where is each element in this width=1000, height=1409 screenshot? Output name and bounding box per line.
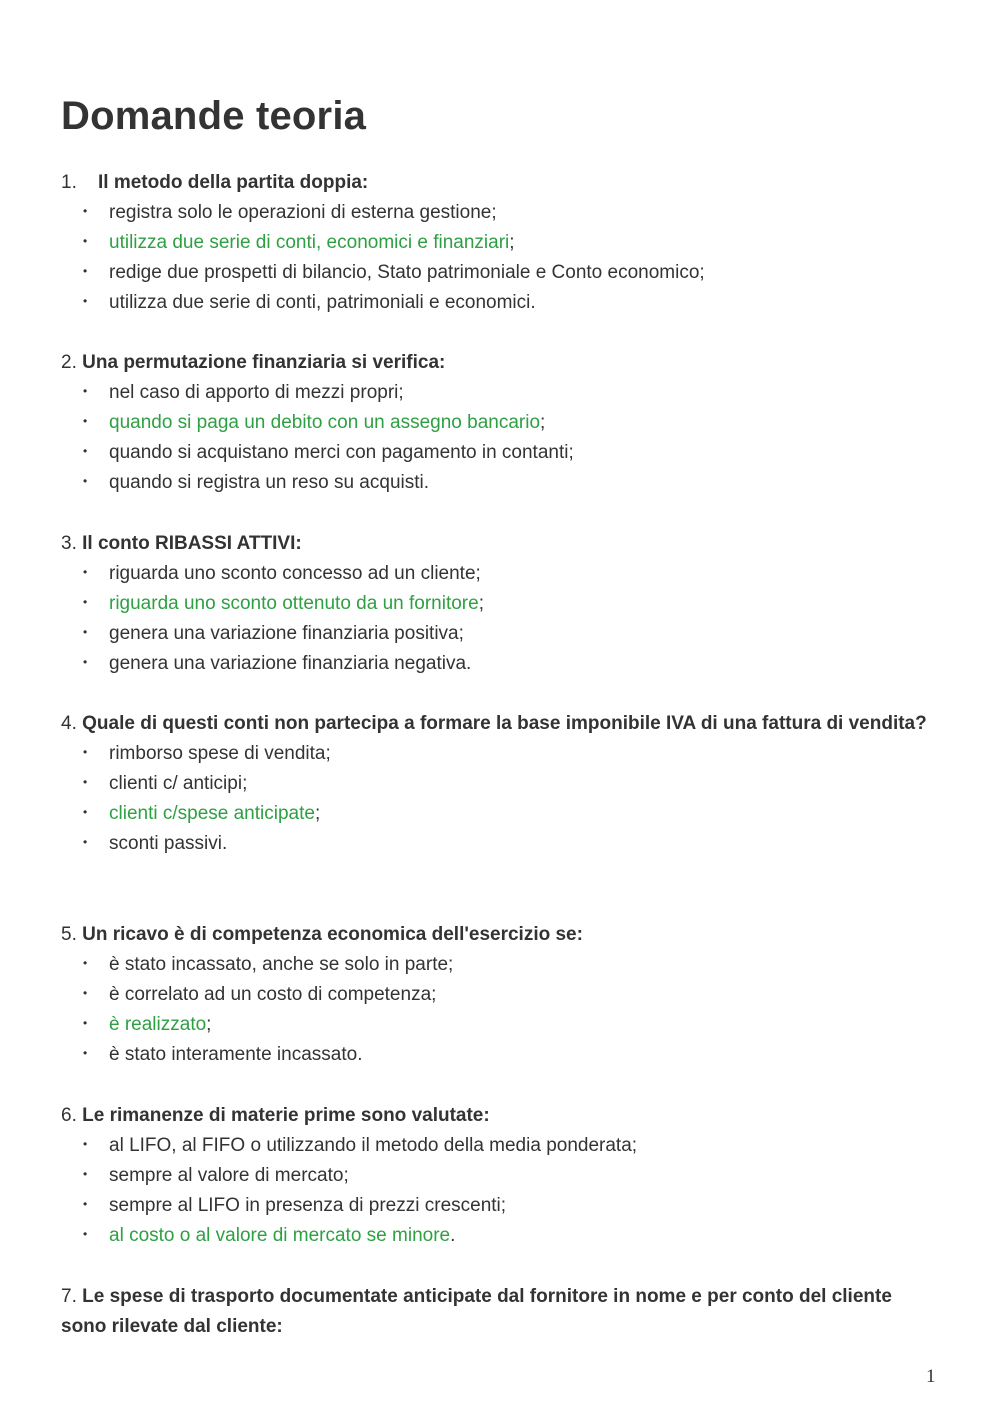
bullet-icon: • bbox=[83, 835, 88, 849]
bullet-icon: • bbox=[83, 956, 88, 970]
question-number: 5. bbox=[61, 924, 77, 945]
bullet-icon: • bbox=[83, 565, 88, 579]
question-6 bbox=[61, 1101, 941, 1251]
option-item-correct bbox=[61, 408, 941, 438]
option-item bbox=[61, 1131, 941, 1161]
option-text: registra solo le operazioni di esterna gestione bbox=[109, 202, 492, 223]
option-text: genera una variazione finanziaria negativa bbox=[109, 653, 467, 674]
option-list bbox=[61, 950, 941, 1070]
option-punctuation: . bbox=[530, 292, 536, 313]
option-punctuation: ; bbox=[540, 412, 546, 433]
option-item bbox=[61, 288, 941, 318]
bullet-icon: • bbox=[83, 384, 88, 398]
option-punctuation: ; bbox=[631, 1135, 638, 1156]
question-text: Quale di questi conti non partecipa a formare la base imponibile IVA di una fattura di vendita? bbox=[82, 713, 927, 734]
option-item bbox=[61, 1191, 941, 1221]
option-text: sconti passivi bbox=[109, 833, 222, 854]
option-text: quando si registra un reso su acquisti bbox=[109, 472, 424, 493]
question-text: Le spese di trasporto documentate anticipate dal fornitore in nome e per conto del cliente sono rilevate dal cliente: bbox=[61, 1286, 892, 1337]
option-punctuation: . bbox=[357, 1044, 363, 1065]
bullet-icon: • bbox=[83, 655, 88, 669]
option-punctuation: ; bbox=[509, 232, 515, 253]
option-punctuation: ; bbox=[242, 773, 248, 794]
option-list bbox=[61, 198, 941, 318]
bullet-icon: • bbox=[83, 1016, 88, 1030]
option-item-correct bbox=[61, 799, 941, 829]
question-heading bbox=[61, 1282, 941, 1342]
option-item bbox=[61, 559, 941, 589]
option-text: utilizza due serie di conti, economici e finanziari bbox=[109, 232, 510, 253]
option-list bbox=[61, 739, 941, 859]
option-punctuation: ; bbox=[431, 984, 437, 1005]
option-text: al costo o al valore di mercato se minore bbox=[109, 1225, 451, 1246]
option-item bbox=[61, 950, 941, 980]
question-text: Il conto RIBASSI ATTIVI: bbox=[82, 533, 302, 554]
option-punctuation: ; bbox=[478, 593, 484, 614]
option-list bbox=[61, 378, 941, 498]
option-punctuation: ; bbox=[458, 623, 464, 644]
option-punctuation: ; bbox=[314, 803, 321, 824]
option-punctuation: ; bbox=[491, 202, 497, 223]
option-punctuation: ; bbox=[475, 563, 481, 584]
option-text: nel caso di apporto di mezzi propri bbox=[109, 382, 399, 403]
bullet-icon: • bbox=[83, 625, 88, 639]
option-item bbox=[61, 619, 941, 649]
question-text: Le rimanenze di materie prime sono valutate: bbox=[82, 1105, 490, 1126]
bullet-icon: • bbox=[83, 204, 88, 218]
question-heading bbox=[61, 529, 941, 559]
bullet-icon: • bbox=[83, 474, 88, 488]
bullet-icon: • bbox=[83, 745, 88, 759]
bullet-icon: • bbox=[83, 294, 88, 308]
option-item-correct bbox=[61, 1221, 941, 1251]
question-7 bbox=[61, 1282, 941, 1342]
option-item bbox=[61, 1161, 941, 1191]
option-text: è realizzato bbox=[109, 1014, 207, 1035]
question-number: 3. bbox=[61, 533, 77, 554]
option-item bbox=[61, 1040, 941, 1070]
question-5 bbox=[61, 920, 941, 1070]
question-heading bbox=[61, 1101, 941, 1131]
option-text: clienti c/ anticipi bbox=[109, 773, 243, 794]
question-heading bbox=[61, 168, 941, 198]
question-3 bbox=[61, 529, 941, 679]
option-text: utilizza due serie di conti, patrimoniali e economici bbox=[109, 292, 531, 313]
question-heading bbox=[61, 709, 941, 739]
bullet-icon: • bbox=[83, 264, 88, 278]
option-punctuation: ; bbox=[398, 382, 404, 403]
option-item bbox=[61, 829, 941, 859]
question-2 bbox=[61, 348, 941, 498]
option-text: al LIFO, al FIFO o utilizzando il metodo della media ponderata bbox=[109, 1135, 632, 1156]
question-number: 6. bbox=[61, 1105, 77, 1126]
option-text: quando si paga un debito con un assegno bancario bbox=[109, 412, 541, 433]
option-punctuation: ; bbox=[500, 1195, 507, 1216]
option-list bbox=[61, 1131, 941, 1251]
bullet-icon: • bbox=[83, 234, 88, 248]
option-punctuation: ; bbox=[325, 743, 331, 764]
option-item bbox=[61, 438, 941, 468]
page-number: 1 bbox=[926, 1366, 936, 1387]
question-4 bbox=[61, 709, 941, 859]
option-punctuation: ; bbox=[206, 1014, 212, 1035]
bullet-icon: • bbox=[83, 775, 88, 789]
question-number: 7. bbox=[61, 1286, 77, 1307]
option-item bbox=[61, 258, 941, 288]
option-punctuation: . bbox=[222, 833, 228, 854]
option-punctuation: ; bbox=[699, 262, 705, 283]
option-text: redige due prospetti di bilancio, Stato patrimoniale e Conto economico bbox=[109, 262, 700, 283]
question-number: 4. bbox=[61, 713, 77, 734]
option-punctuation: ; bbox=[448, 954, 454, 975]
option-item bbox=[61, 980, 941, 1010]
option-text: riguarda uno sconto concesso ad un cliente bbox=[109, 563, 476, 584]
option-punctuation: . bbox=[450, 1225, 456, 1246]
option-text: è stato incassato, anche se solo in parte bbox=[109, 954, 449, 975]
bullet-icon: • bbox=[83, 444, 88, 458]
option-text: rimborso spese di vendita bbox=[109, 743, 326, 764]
question-number: 1. bbox=[61, 172, 77, 193]
option-item-correct bbox=[61, 1010, 941, 1040]
option-item-correct bbox=[61, 228, 941, 258]
bullet-icon: • bbox=[83, 414, 88, 428]
bullet-icon: • bbox=[83, 1227, 88, 1241]
option-punctuation: ; bbox=[343, 1165, 349, 1186]
option-text: è stato interamente incassato bbox=[109, 1044, 358, 1065]
option-item bbox=[61, 769, 941, 799]
bullet-icon: • bbox=[83, 1167, 88, 1181]
option-text: sempre al valore di mercato bbox=[109, 1165, 344, 1186]
option-text: genera una variazione finanziaria positiva bbox=[109, 623, 459, 644]
option-text: clienti c/spese anticipate bbox=[109, 803, 315, 824]
question-text: Una permutazione finanziaria si verifica: bbox=[82, 352, 446, 373]
option-item bbox=[61, 378, 941, 408]
option-item bbox=[61, 198, 941, 228]
option-punctuation: . bbox=[423, 472, 430, 493]
option-text: sempre al LIFO in presenza di prezzi crescenti bbox=[109, 1195, 501, 1216]
bullet-icon: • bbox=[83, 1046, 88, 1060]
bullet-icon: • bbox=[83, 1137, 88, 1151]
option-item bbox=[61, 468, 941, 498]
option-punctuation: . bbox=[466, 653, 472, 674]
page-title: Domande teoria bbox=[61, 94, 367, 138]
question-number: 2. bbox=[61, 352, 77, 373]
option-punctuation: ; bbox=[568, 442, 574, 463]
option-item bbox=[61, 739, 941, 769]
option-text: quando si acquistano merci con pagamento in contanti bbox=[109, 442, 569, 463]
bullet-icon: • bbox=[83, 1197, 88, 1211]
bullet-icon: • bbox=[83, 986, 88, 1000]
option-item-correct bbox=[61, 589, 941, 619]
question-heading bbox=[61, 920, 941, 950]
question-text: Il metodo della partita doppia: bbox=[98, 172, 369, 193]
option-list bbox=[61, 559, 941, 679]
question-1 bbox=[61, 168, 941, 318]
question-text: Un ricavo è di competenza economica dell'esercizio se: bbox=[82, 924, 583, 945]
bullet-icon: • bbox=[83, 595, 88, 609]
bullet-icon: • bbox=[83, 805, 88, 819]
option-item bbox=[61, 649, 941, 679]
question-heading bbox=[61, 348, 941, 378]
option-text: è correlato ad un costo di competenza bbox=[109, 984, 432, 1005]
option-text: riguarda uno sconto ottenuto da un fornitore bbox=[109, 593, 479, 614]
